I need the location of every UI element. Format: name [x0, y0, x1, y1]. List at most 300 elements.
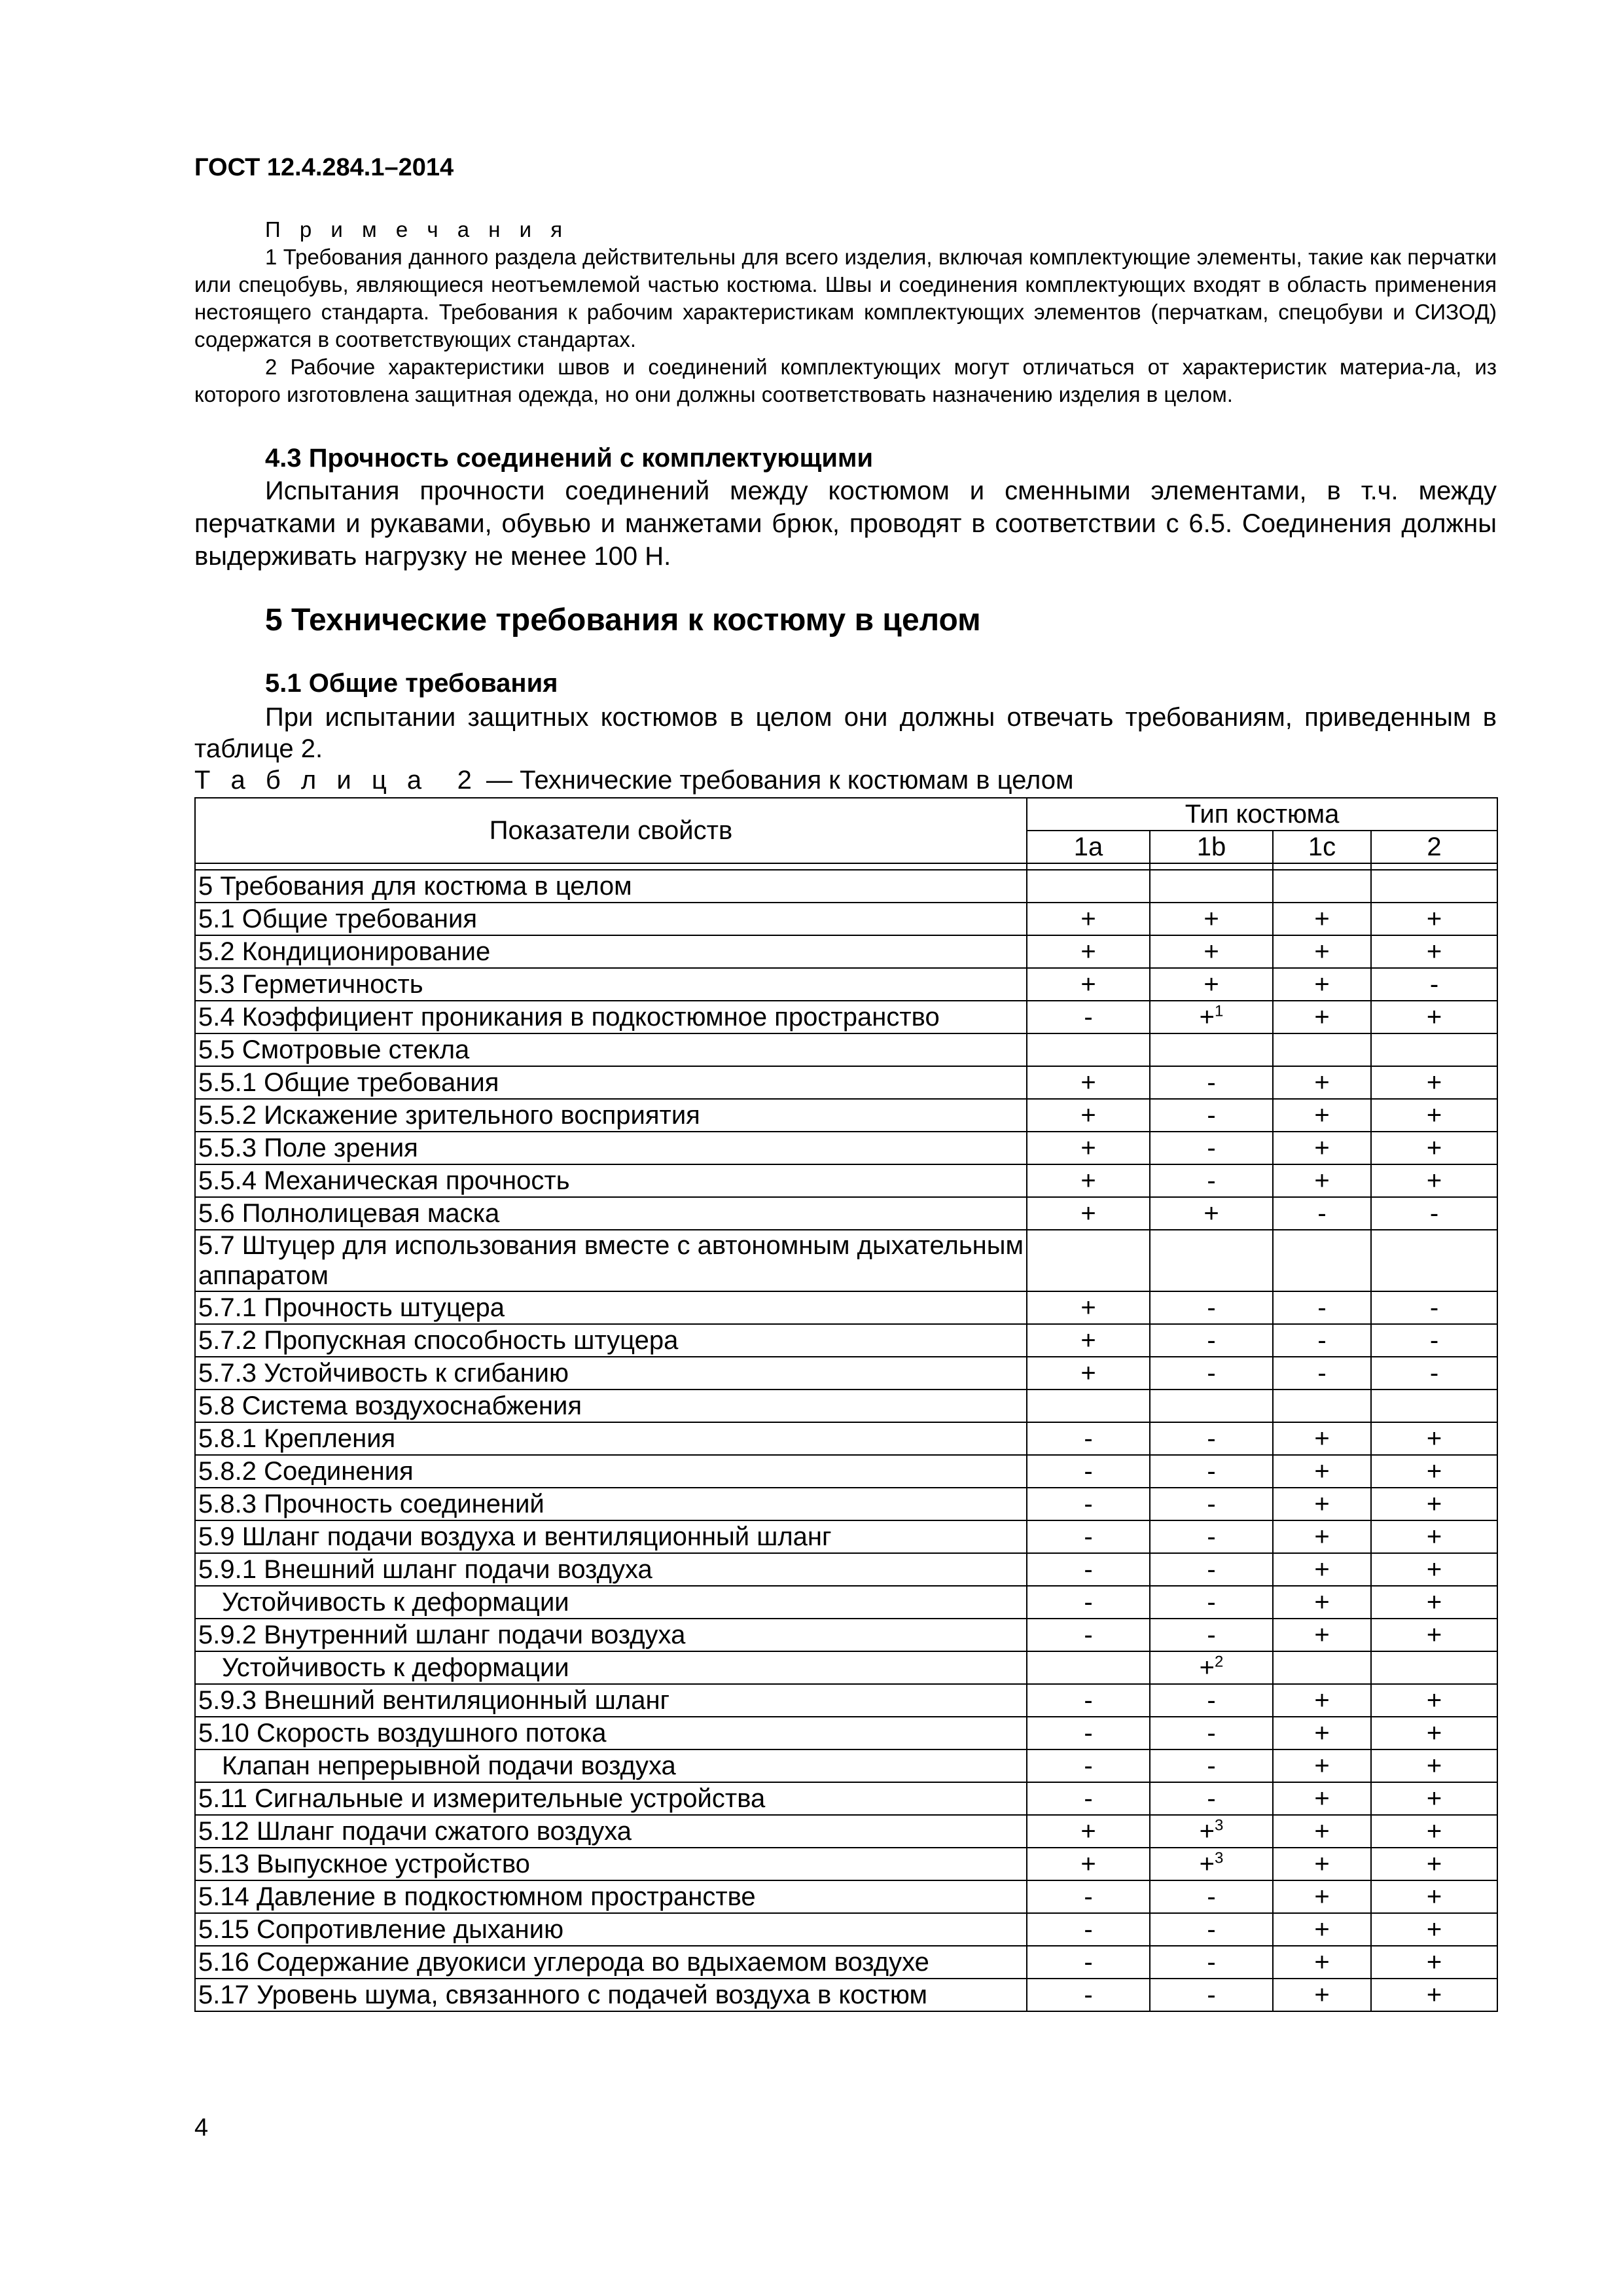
section-4-3-text: Испытания прочности соединений между костюмом и сменными элементами, в т.ч. между перчатками и рукавами, обувью и манжетами брюк, проводят в соответствии с 6.5. Соединения должны выдерживать нагрузку не менее 100 Н.: [194, 476, 1497, 571]
cell-2: [1371, 1782, 1497, 1815]
cell-1c: [1273, 1324, 1371, 1357]
cell-2: [1371, 1848, 1497, 1880]
row-label: 5.9.2 Внутренний шланг подачи воздуха: [195, 1619, 1027, 1651]
cell-value: -: [1207, 1424, 1216, 1453]
cell-1a: [1027, 1455, 1150, 1488]
cell-1a: [1027, 968, 1150, 1001]
cell-value: +: [1314, 1003, 1330, 1031]
cell-value: +: [1426, 1817, 1442, 1846]
cell-value: +: [1426, 1522, 1442, 1551]
cell-1a: [1027, 1946, 1150, 1979]
cell-value: -: [1207, 1166, 1216, 1195]
cell-value: -: [1207, 1882, 1216, 1911]
cell-value: -: [1317, 1293, 1327, 1322]
cell-1a: [1027, 1033, 1150, 1066]
requirements-table: [194, 797, 1498, 2012]
cell-value: -: [1084, 1457, 1093, 1486]
cell-value: +: [1426, 1850, 1442, 1878]
cell-value: -: [1084, 1522, 1093, 1551]
cell-2: [1371, 1946, 1497, 1979]
cell-value: +: [1314, 1719, 1330, 1748]
cell-1c: [1273, 1422, 1371, 1455]
row-label: 5.5.2 Искажение зрительного восприятия: [195, 1099, 1027, 1132]
cell-value: +: [1426, 905, 1442, 933]
cell-value: -: [1084, 1915, 1093, 1944]
table-caption-number: 2: [457, 766, 472, 795]
cell-1c: [1273, 1880, 1371, 1913]
cell-1a: [1027, 1782, 1150, 1815]
table-row: [195, 1164, 1497, 1197]
cell-2: [1371, 1586, 1497, 1619]
cell-1a: [1027, 1099, 1150, 1132]
cell-value: -: [1207, 1068, 1216, 1097]
cell-1a: [1027, 903, 1150, 935]
cell-2: [1371, 1164, 1497, 1197]
cell-value: +: [1426, 1424, 1442, 1453]
cell-value: -: [1207, 1948, 1216, 1977]
cell-value: -: [1207, 1686, 1216, 1715]
table-row: [195, 1390, 1497, 1422]
cell-value: -: [1207, 1134, 1216, 1162]
cell-1a: [1027, 1291, 1150, 1324]
cell-value: -: [1207, 1293, 1216, 1322]
row-label: 5.5.3 Поле зрения: [195, 1132, 1027, 1164]
cell-2: [1371, 1488, 1497, 1520]
cell-2: [1371, 1230, 1497, 1291]
cell-1c: [1273, 1033, 1371, 1066]
cell-2: [1371, 1619, 1497, 1651]
row-label: Устойчивость к деформации: [195, 1586, 1027, 1619]
cell-value: +: [1204, 1199, 1219, 1228]
cell-2: [1371, 968, 1497, 1001]
cell-value: -: [1207, 1326, 1216, 1355]
cell-2: [1371, 1651, 1497, 1684]
table-row: [195, 1913, 1497, 1946]
cell-1c: [1273, 1390, 1371, 1422]
document-code: ГОСТ 12.4.284.1–2014: [194, 154, 454, 181]
table-row: [195, 1684, 1497, 1717]
cell-1c: [1273, 1164, 1371, 1197]
cell-1a: [1027, 1749, 1150, 1782]
cell-1c: [1273, 903, 1371, 935]
cell-value: +: [1314, 1621, 1330, 1649]
cell-1b: [1150, 1815, 1273, 1848]
table-row: [195, 1488, 1497, 1520]
cell-value: +: [1199, 1653, 1215, 1682]
cell-2: [1371, 1913, 1497, 1946]
cell-2: [1371, 1422, 1497, 1455]
cell-1c: [1273, 1586, 1371, 1619]
cell-1a: [1027, 1390, 1150, 1422]
cell-value: +: [1314, 1068, 1330, 1097]
cell-1a: [1027, 1520, 1150, 1553]
table-row: [195, 1230, 1497, 1291]
header-properties: Показатели свойств: [195, 798, 1027, 863]
cell-value: +: [1426, 1588, 1442, 1617]
cell-value: +: [1426, 1751, 1442, 1780]
cell-value: -: [1207, 1784, 1216, 1813]
cell-value: -: [1084, 1424, 1093, 1453]
cell-2: [1371, 1033, 1497, 1066]
table-row: [195, 1553, 1497, 1586]
row-label: 5.8.3 Прочность соединений: [195, 1488, 1027, 1520]
cell-1a: [1027, 1684, 1150, 1717]
cell-value: -: [1207, 1621, 1216, 1649]
cell-value: -: [1429, 1326, 1439, 1355]
cell-value: +: [1426, 1490, 1442, 1518]
cell-value: -: [1207, 1915, 1216, 1944]
cell-2: [1371, 1815, 1497, 1848]
row-label: 5.9 Шланг подачи воздуха и вентиляционный шланг: [195, 1520, 1027, 1553]
cell-value: -: [1207, 1588, 1216, 1617]
cell-1c: [1273, 935, 1371, 968]
cell-value: +: [1080, 1326, 1096, 1355]
cell-1a: [1027, 1651, 1150, 1684]
cell-1a: [1027, 1357, 1150, 1390]
cell-value: +: [1314, 1981, 1330, 2009]
cell-value: -: [1429, 1293, 1439, 1322]
cell-value: +: [1426, 1882, 1442, 1911]
table-row: [195, 1001, 1497, 1033]
cell-1c: [1273, 1455, 1371, 1488]
notes-block: [194, 216, 1497, 408]
table-row: [195, 1291, 1497, 1324]
cell-value: -: [1207, 1359, 1216, 1388]
row-label: 5.13 Выпускное устройство: [195, 1848, 1027, 1880]
cell-value: -: [1207, 1555, 1216, 1584]
cell-value: +: [1314, 937, 1330, 966]
cell-1b: [1150, 1390, 1273, 1422]
cell-1b: [1150, 1230, 1273, 1291]
cell-1b: [1150, 1422, 1273, 1455]
cell-value: +: [1314, 1751, 1330, 1780]
table-row: [195, 1422, 1497, 1455]
section-4-3-heading: 4.3 Прочность соединений с комплектующими: [265, 444, 874, 473]
cell-1c: [1273, 870, 1371, 903]
cell-1a: [1027, 1164, 1150, 1197]
cell-value: -: [1084, 1882, 1093, 1911]
table-row: [195, 1880, 1497, 1913]
cell-1a: [1027, 1230, 1150, 1291]
cell-1b: [1150, 1001, 1273, 1033]
cell-value: -: [1084, 1719, 1093, 1748]
cell-1a: [1027, 1488, 1150, 1520]
cell-value: -: [1084, 1686, 1093, 1715]
row-label: 5.15 Сопротивление дыханию: [195, 1913, 1027, 1946]
table-row: [195, 1357, 1497, 1390]
cell-1c: [1273, 1913, 1371, 1946]
row-label: 5.11 Сигнальные и измерительные устройства: [195, 1782, 1027, 1815]
cell-value: +: [1080, 1166, 1096, 1195]
row-label: 5.9.1 Внешний шланг подачи воздуха: [195, 1553, 1027, 1586]
cell-value: +: [1314, 1522, 1330, 1551]
cell-value: +: [1080, 1134, 1096, 1162]
cell-1b: [1150, 1455, 1273, 1488]
cell-1c: [1273, 1066, 1371, 1099]
cell-value: +: [1080, 970, 1096, 999]
cell-value: +: [1080, 1850, 1096, 1878]
cell-2: [1371, 1880, 1497, 1913]
cell-2: [1371, 1291, 1497, 1324]
cell-1b: [1150, 1197, 1273, 1230]
table-row: [195, 1717, 1497, 1749]
cell-value: +: [1314, 1686, 1330, 1715]
row-label: Клапан непрерывной подачи воздуха: [195, 1749, 1027, 1782]
section-5-heading: 5 Технические требования к костюму в целом: [265, 603, 981, 637]
cell-value: +: [1426, 1101, 1442, 1130]
cell-1c: [1273, 1357, 1371, 1390]
cell-2: [1371, 1717, 1497, 1749]
cell-value: +: [1080, 1293, 1096, 1322]
cell-1b: [1150, 1520, 1273, 1553]
cell-value: +: [1426, 1784, 1442, 1813]
cell-1a: [1027, 1848, 1150, 1880]
header-type-1c: 1c: [1273, 831, 1371, 863]
row-label: 5.1 Общие требования: [195, 903, 1027, 935]
cell-1b: [1150, 1913, 1273, 1946]
cell-value: +: [1426, 1719, 1442, 1748]
table-row: [195, 1066, 1497, 1099]
cell-1c: [1273, 968, 1371, 1001]
cell-value: +: [1314, 1490, 1330, 1518]
cell-value: -: [1317, 1199, 1327, 1228]
cell-value: -: [1207, 1101, 1216, 1130]
table-row: [195, 1946, 1497, 1979]
cell-1b: [1150, 1979, 1273, 2011]
cell-value: -: [1084, 1784, 1093, 1813]
row-label: 5.8 Система воздухоснабжения: [195, 1390, 1027, 1422]
row-label: 5.10 Скорость воздушного потока: [195, 1717, 1027, 1749]
cell-1b: [1150, 903, 1273, 935]
cell-1c: [1273, 1520, 1371, 1553]
cell-1a: [1027, 1197, 1150, 1230]
cell-value: -: [1207, 1490, 1216, 1518]
cell-1b: [1150, 1488, 1273, 1520]
cell-1a: [1027, 1586, 1150, 1619]
cell-value: +: [1426, 1948, 1442, 1977]
cell-value: +: [1426, 1003, 1442, 1031]
cell-value: -: [1084, 1981, 1093, 2009]
cell-1c: [1273, 1488, 1371, 1520]
cell-value: +: [1199, 1817, 1215, 1846]
table-row: [195, 903, 1497, 935]
cell-value: +: [1426, 1134, 1442, 1162]
cell-2: [1371, 1520, 1497, 1553]
cell-value: +: [1426, 1686, 1442, 1715]
cell-value: +: [1080, 937, 1096, 966]
table-row: [195, 1848, 1497, 1880]
cell-1c: [1273, 1717, 1371, 1749]
cell-value: +: [1314, 1101, 1330, 1130]
cell-value: +: [1426, 1981, 1442, 2009]
cell-value: +: [1426, 1555, 1442, 1584]
cell-1c: [1273, 1619, 1371, 1651]
row-label: 5 Требования для костюма в целом: [195, 870, 1027, 903]
cell-1a: [1027, 1880, 1150, 1913]
cell-2: [1371, 1749, 1497, 1782]
cell-1b: [1150, 935, 1273, 968]
cell-1c: [1273, 1230, 1371, 1291]
cell-1c: [1273, 1749, 1371, 1782]
cell-1a: [1027, 935, 1150, 968]
cell-value: +: [1426, 937, 1442, 966]
cell-value: +: [1204, 905, 1219, 933]
row-label: 5.9.3 Внешний вентиляционный шланг: [195, 1684, 1027, 1717]
cell-2: [1371, 1001, 1497, 1033]
cell-value: +: [1426, 1068, 1442, 1097]
footnote-ref: 1: [1215, 1002, 1224, 1020]
cell-value: +: [1314, 1882, 1330, 1911]
row-label: 5.5.4 Механическая прочность: [195, 1164, 1027, 1197]
cell-value: +: [1204, 937, 1219, 966]
row-label: 5.17 Уровень шума, связанного с подачей воздуха в костюм: [195, 1979, 1027, 2011]
cell-value: +: [1314, 1424, 1330, 1453]
page-number: 4: [194, 2114, 209, 2142]
cell-1b: [1150, 1717, 1273, 1749]
cell-value: -: [1207, 1751, 1216, 1780]
cell-1a: [1027, 1815, 1150, 1848]
cell-value: +: [1080, 1817, 1096, 1846]
cell-value: +: [1080, 1068, 1096, 1097]
cell-value: -: [1084, 1621, 1093, 1649]
cell-1c: [1273, 1782, 1371, 1815]
cell-1a: [1027, 1619, 1150, 1651]
cell-value: -: [1084, 1588, 1093, 1617]
cell-2: [1371, 1455, 1497, 1488]
table-row: [195, 1979, 1497, 2011]
cell-value: +: [1426, 1457, 1442, 1486]
cell-1b: [1150, 1099, 1273, 1132]
cell-value: -: [1207, 1522, 1216, 1551]
cell-1b: [1150, 968, 1273, 1001]
cell-1b: [1150, 870, 1273, 903]
cell-value: +: [1426, 1166, 1442, 1195]
cell-1c: [1273, 1197, 1371, 1230]
table-row: [195, 1324, 1497, 1357]
footnote-ref: 3: [1215, 1849, 1224, 1867]
cell-2: [1371, 870, 1497, 903]
cell-value: +: [1314, 905, 1330, 933]
table-caption-title: — Технические требования к костюмам в целом: [486, 766, 1074, 795]
table-row: [195, 1197, 1497, 1230]
table-row: [195, 1455, 1497, 1488]
cell-value: +: [1314, 1817, 1330, 1846]
cell-1b: [1150, 1946, 1273, 1979]
table-caption-prefix: Т а б л и ц а: [194, 766, 429, 795]
cell-1a: [1027, 1717, 1150, 1749]
cell-1c: [1273, 1651, 1371, 1684]
row-label: 5.7.3 Устойчивость к сгибанию: [195, 1357, 1027, 1390]
cell-2: [1371, 903, 1497, 935]
row-label: 5.5.1 Общие требования: [195, 1066, 1027, 1099]
cell-value: +: [1314, 970, 1330, 999]
cell-1c: [1273, 1946, 1371, 1979]
cell-1c: [1273, 1553, 1371, 1586]
table-row: [195, 1782, 1497, 1815]
note-2: 2 Рабочие характеристики швов и соединений комплектующих могут отличаться от характеристик материа-ла, из которого изготовлена защитная одежда, но они должны соответствовать назначению изделия в целом.: [194, 355, 1497, 406]
cell-1b: [1150, 1357, 1273, 1390]
cell-value: -: [1317, 1326, 1327, 1355]
table-row: [195, 1619, 1497, 1651]
cell-1b: [1150, 1291, 1273, 1324]
cell-1a: [1027, 1553, 1150, 1586]
cell-value: +: [1204, 970, 1219, 999]
cell-2: [1371, 935, 1497, 968]
cell-value: -: [1429, 1359, 1439, 1388]
row-label: 5.14 Давление в подкостюмном пространстве: [195, 1880, 1027, 1913]
table-row: [195, 1099, 1497, 1132]
cell-value: +: [1199, 1003, 1215, 1031]
cell-2: [1371, 1066, 1497, 1099]
footnote-ref: 3: [1215, 1816, 1224, 1835]
header-type-1a: 1a: [1027, 831, 1150, 863]
cell-value: +: [1426, 1621, 1442, 1649]
cell-value: +: [1314, 1457, 1330, 1486]
cell-1b: [1150, 1553, 1273, 1586]
cell-2: [1371, 1132, 1497, 1164]
cell-1a: [1027, 1422, 1150, 1455]
cell-1b: [1150, 1132, 1273, 1164]
cell-1a: [1027, 1066, 1150, 1099]
cell-1b: [1150, 1651, 1273, 1684]
cell-2: [1371, 1099, 1497, 1132]
row-label: 5.3 Герметичность: [195, 968, 1027, 1001]
cell-1a: [1027, 870, 1150, 903]
cell-2: [1371, 1324, 1497, 1357]
cell-1a: [1027, 1979, 1150, 2011]
cell-1c: [1273, 1132, 1371, 1164]
section-4-3: [194, 442, 1497, 573]
cell-1c: [1273, 1979, 1371, 2011]
table-row: [195, 1132, 1497, 1164]
cell-value: +: [1314, 1166, 1330, 1195]
table-row: [195, 1586, 1497, 1619]
table-row: [195, 1749, 1497, 1782]
section-5-1-text: При испытании защитных костюмов в целом они должны отвечать требованиям, приведенным в таблице 2.: [194, 703, 1497, 763]
cell-value: +: [1080, 905, 1096, 933]
cell-1c: [1273, 1099, 1371, 1132]
table-caption: [194, 766, 1074, 795]
notes-title: П р и м е ч а н и я: [265, 217, 569, 242]
cell-value: +: [1314, 1948, 1330, 1977]
cell-value: +: [1314, 1555, 1330, 1584]
cell-2: [1371, 1390, 1497, 1422]
row-label: 5.8.2 Соединения: [195, 1455, 1027, 1488]
cell-value: +: [1426, 1915, 1442, 1944]
cell-value: -: [1429, 1199, 1439, 1228]
cell-1b: [1150, 1586, 1273, 1619]
cell-2: [1371, 1553, 1497, 1586]
row-label: 5.16 Содержание двуокиси углерода во вдыхаемом воздухе: [195, 1946, 1027, 1979]
cell-value: -: [1084, 1948, 1093, 1977]
cell-value: +: [1314, 1588, 1330, 1617]
row-label: 5.7.1 Прочность штуцера: [195, 1291, 1027, 1324]
cell-1c: [1273, 1291, 1371, 1324]
row-label: 5.4 Коэффициент проникания в подкостюмное пространство: [195, 1001, 1027, 1033]
header-suit-type: Тип костюма: [1027, 798, 1497, 831]
cell-1a: [1027, 1001, 1150, 1033]
cell-value: +: [1080, 1199, 1096, 1228]
cell-value: +: [1314, 1850, 1330, 1878]
cell-1c: [1273, 1001, 1371, 1033]
row-label: Устойчивость к деформации: [195, 1651, 1027, 1684]
cell-value: -: [1207, 1981, 1216, 2009]
cell-value: -: [1207, 1457, 1216, 1486]
table-row: [195, 935, 1497, 968]
note-1: 1 Требования данного раздела действительны для всего изделия, включая комплектующие элементы, такие как перчатки или спецобувь, являющиеся неотъемлемой частью костюма. Швы и соединения комплектующих входят в область применения нестоящего стандарта. Требования к рабочим характеристикам комплектующих элементов (перчаткам, спецобуви и СИЗОД) содержатся в соответствующих стандартах.: [194, 245, 1497, 351]
cell-1b: [1150, 1066, 1273, 1099]
table-row: [195, 1651, 1497, 1684]
